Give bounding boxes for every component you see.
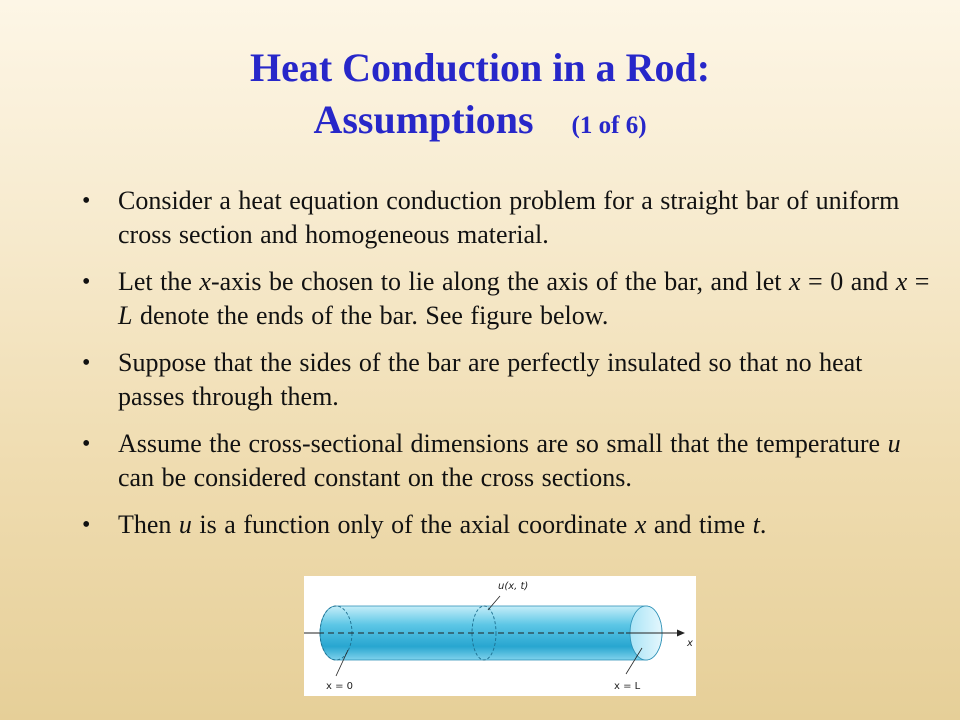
bullet-item: [82, 265, 932, 333]
title-slide-counter: (1 of 6): [571, 112, 647, 139]
bullet-text: is a function only of the axial coordinate: [191, 510, 635, 539]
label-xL: x = L: [614, 681, 641, 692]
bullet-item: [82, 184, 932, 252]
title-line-1: Heat Conduction in a Rod:: [249, 45, 711, 90]
math-variable: x: [895, 267, 908, 296]
bullet-text: and time: [646, 510, 753, 539]
bullet-text: denote the ends of the bar. See figure below.: [132, 301, 609, 330]
math-variable: L: [118, 301, 133, 330]
rod-diagram: [304, 576, 696, 696]
math-variable: x: [199, 267, 211, 296]
label-u: u(x, t): [498, 581, 529, 592]
bullet-item: [82, 427, 932, 495]
bullet-text: Let the: [118, 267, 200, 296]
math-variable: u: [178, 510, 192, 539]
bullet-text: -axis be chosen to lie along the axis of the bar, and let: [210, 267, 789, 296]
bullet-text: can be considered constant on the cross sections.: [118, 463, 632, 492]
bullet-text: Then: [118, 510, 179, 539]
bullet-item: [82, 346, 932, 414]
bullet-text: Suppose that the sides of the bar are perfectly insulated so that no heat passes through them.: [118, 348, 863, 411]
bullet-text: Consider a heat equation conduction problem for a straight bar of uniform cross section and homogeneous material.: [118, 186, 900, 249]
bullet-item: [82, 508, 932, 542]
label-axis-x: x: [687, 638, 693, 649]
bullet-text: = 0 and: [800, 267, 896, 296]
math-variable: u: [887, 429, 901, 458]
bullet-text: =: [907, 267, 930, 296]
bullet-text: .: [759, 510, 767, 539]
title-line-2: Assumptions: [313, 97, 534, 142]
label-x0: x = 0: [326, 681, 354, 692]
bullet-text: Assume the cross-sectional dimensions are so small that the temperature: [118, 429, 888, 458]
slide-title: [0, 42, 960, 155]
rod-figure: [304, 576, 696, 696]
math-variable: x: [788, 267, 801, 296]
math-variable: x: [634, 510, 647, 539]
math-variable: t: [752, 510, 760, 539]
bullet-list: [82, 184, 932, 555]
